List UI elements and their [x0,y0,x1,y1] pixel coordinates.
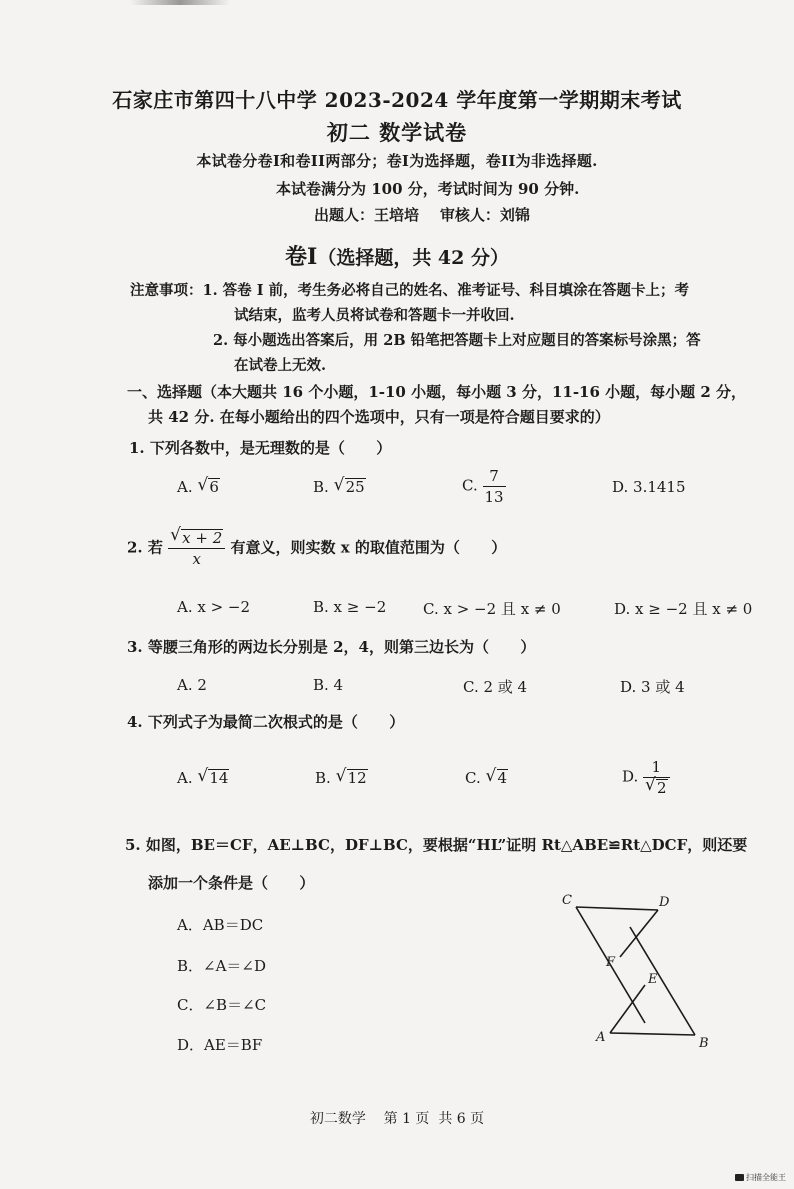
notes-line1 [130,278,689,304]
q1-a-radicand: 6 [209,478,219,496]
q2-radicand: x + 2 [182,529,223,547]
q4-a-label: A. [177,769,193,787]
q5-label-a: A [596,1030,606,1045]
q5-label-c: C [562,893,572,908]
q1-option-a: A. √ 6 [177,475,219,496]
q3-option-c: C. 2 或 4 [463,678,528,696]
q5-label-d: D [659,895,670,910]
q4-a-radicand: 14 [209,769,229,787]
q5-segment-df [620,910,658,957]
exam-subtitle: 初二 数学试卷 [326,120,468,145]
q1-option-c [462,466,506,507]
q3-option-a: A. 2 [177,676,207,694]
scanner-logo-icon [735,1174,744,1181]
q1-a-label: A. [177,478,193,496]
section-title-sub: （选择题，共 42 分） [317,247,509,269]
exam-info-line1: 本试卷分卷I和卷II两部分；卷I为选择题，卷II为非选择题. [196,152,598,170]
q4-option-a: A. √ 14 [177,766,229,787]
q4-stem: 4. 下列式子为最简二次根式的是（ ） [127,713,405,731]
q2-option-d: D. x ≥ −2 且 x ≠ 0 [614,600,753,618]
q5-segment-cd [576,907,658,910]
q5-option-d: D．AE＝BF [177,1036,263,1054]
exam-authors: 出题人：王培培 审核人：刘锦 [314,206,530,224]
q4-option-c: C. √ 4 [465,766,508,787]
q1-c-label: C. [462,476,478,495]
exam-title: 石家庄市第四十八中学 2023-2024 学年度第一学期期末考试 [112,88,682,112]
q4-c-radicand: 4 [497,769,508,787]
q4-b-radicand: 12 [347,769,367,787]
q2-stem-pre: 2. 若 [127,538,163,557]
q4-d-label: D. [622,767,639,786]
q1-option-d: D. 3.1415 [612,478,686,496]
section-title [0,240,794,271]
scanner-watermark-text: 扫描全能王 [746,1173,786,1182]
q5-stem2: 添加一个条件是（ ） [148,874,315,892]
q5-label-b: B [699,1036,709,1051]
q4-c-label: C. [465,769,481,787]
q2-stem-post: 有意义，则实数 x 的取值范围为（ ） [230,538,507,557]
scanner-watermark [735,1172,786,1183]
q1-c-denominator: 13 [484,488,504,506]
exam-info-line2: 本试卷满分为 100 分，考试时间为 90 分钟. [276,180,580,198]
q5-option-b: B．∠A＝∠D [177,957,267,975]
notes-item2a: 2. 每小题选出答案后，用 2B 铅笔把答题卡上对应题目的答案标号涂黑；答 [213,332,701,349]
q1-b-label: B. [313,478,329,496]
q3-option-d: D. 3 或 4 [620,678,685,696]
part1-header-b: 共 42 分. 在每小题给出的四个选项中，只有一项是符合题目要求的） [148,408,610,426]
q4-option-b: B. √ 12 [315,766,367,787]
notes-item1a: 1. 答卷 I 前，考生务必将自己的姓名、准考证号、科目填涂在答题卡上；考 [202,282,690,299]
scan-edge-mark [130,0,230,5]
q2-option-a: A. x > −2 [177,598,251,616]
q1-c-numerator: 7 [483,466,506,487]
notes-label: 注意事项： [130,282,203,299]
q5-option-a: A．AB＝DC [177,916,264,934]
q5-stem: 5. 如图，BE＝CF，AE⊥BC，DF⊥BC，要根据“HL”证明 Rt△ABE≌Rt△DCF，则还要 [125,836,748,854]
part1-header-a: 一、选择题（本大题共 16 个小题，1-10 小题，每小题 3 分，11-16 小题，每小题 2 分， [127,383,747,401]
q5-figure [550,885,730,1055]
q4-option-d: D. 1 √ 2 [622,757,670,798]
q5-label-f: F [606,955,616,970]
section-title-main: 卷I [285,244,318,270]
q3-option-b: B. 4 [313,676,344,694]
q5-label-e: E [648,972,658,987]
q2-option-c: C. x > −2 且 x ≠ 0 [423,600,561,618]
q5-segment-be [630,927,695,1035]
q2-option-b: B. x ≥ −2 [313,598,387,616]
notes-item1b: 试结束，监考人员将试卷和答题卡一并收回. [234,307,515,324]
q4-d-denominator-radicand: 2 [657,779,667,797]
q1-stem: 1. 下列各数中，是无理数的是（ ） [129,439,392,457]
q5-option-c: C．∠B＝∠C [177,996,267,1014]
q3-stem: 3. 等腰三角形的两边长分别是 2，4，则第三边长为（ ） [127,638,536,656]
q1-b-radicand: 25 [345,478,365,496]
q4-d-numerator: 1 [643,757,670,778]
q1-option-b: B. √ 25 [313,475,365,496]
q2-denominator: x [192,550,201,568]
notes-item2b: 在试卷上无效. [234,357,327,374]
q2-stem: 2. 若 √ x + 2 x 有意义，则实数 x 的取值范围为（ ） [127,525,507,568]
q5-segment-ab [610,1033,695,1035]
page-footer: 初二数学 第 1 页 共 6 页 [309,1111,485,1127]
q4-b-label: B. [315,769,331,787]
